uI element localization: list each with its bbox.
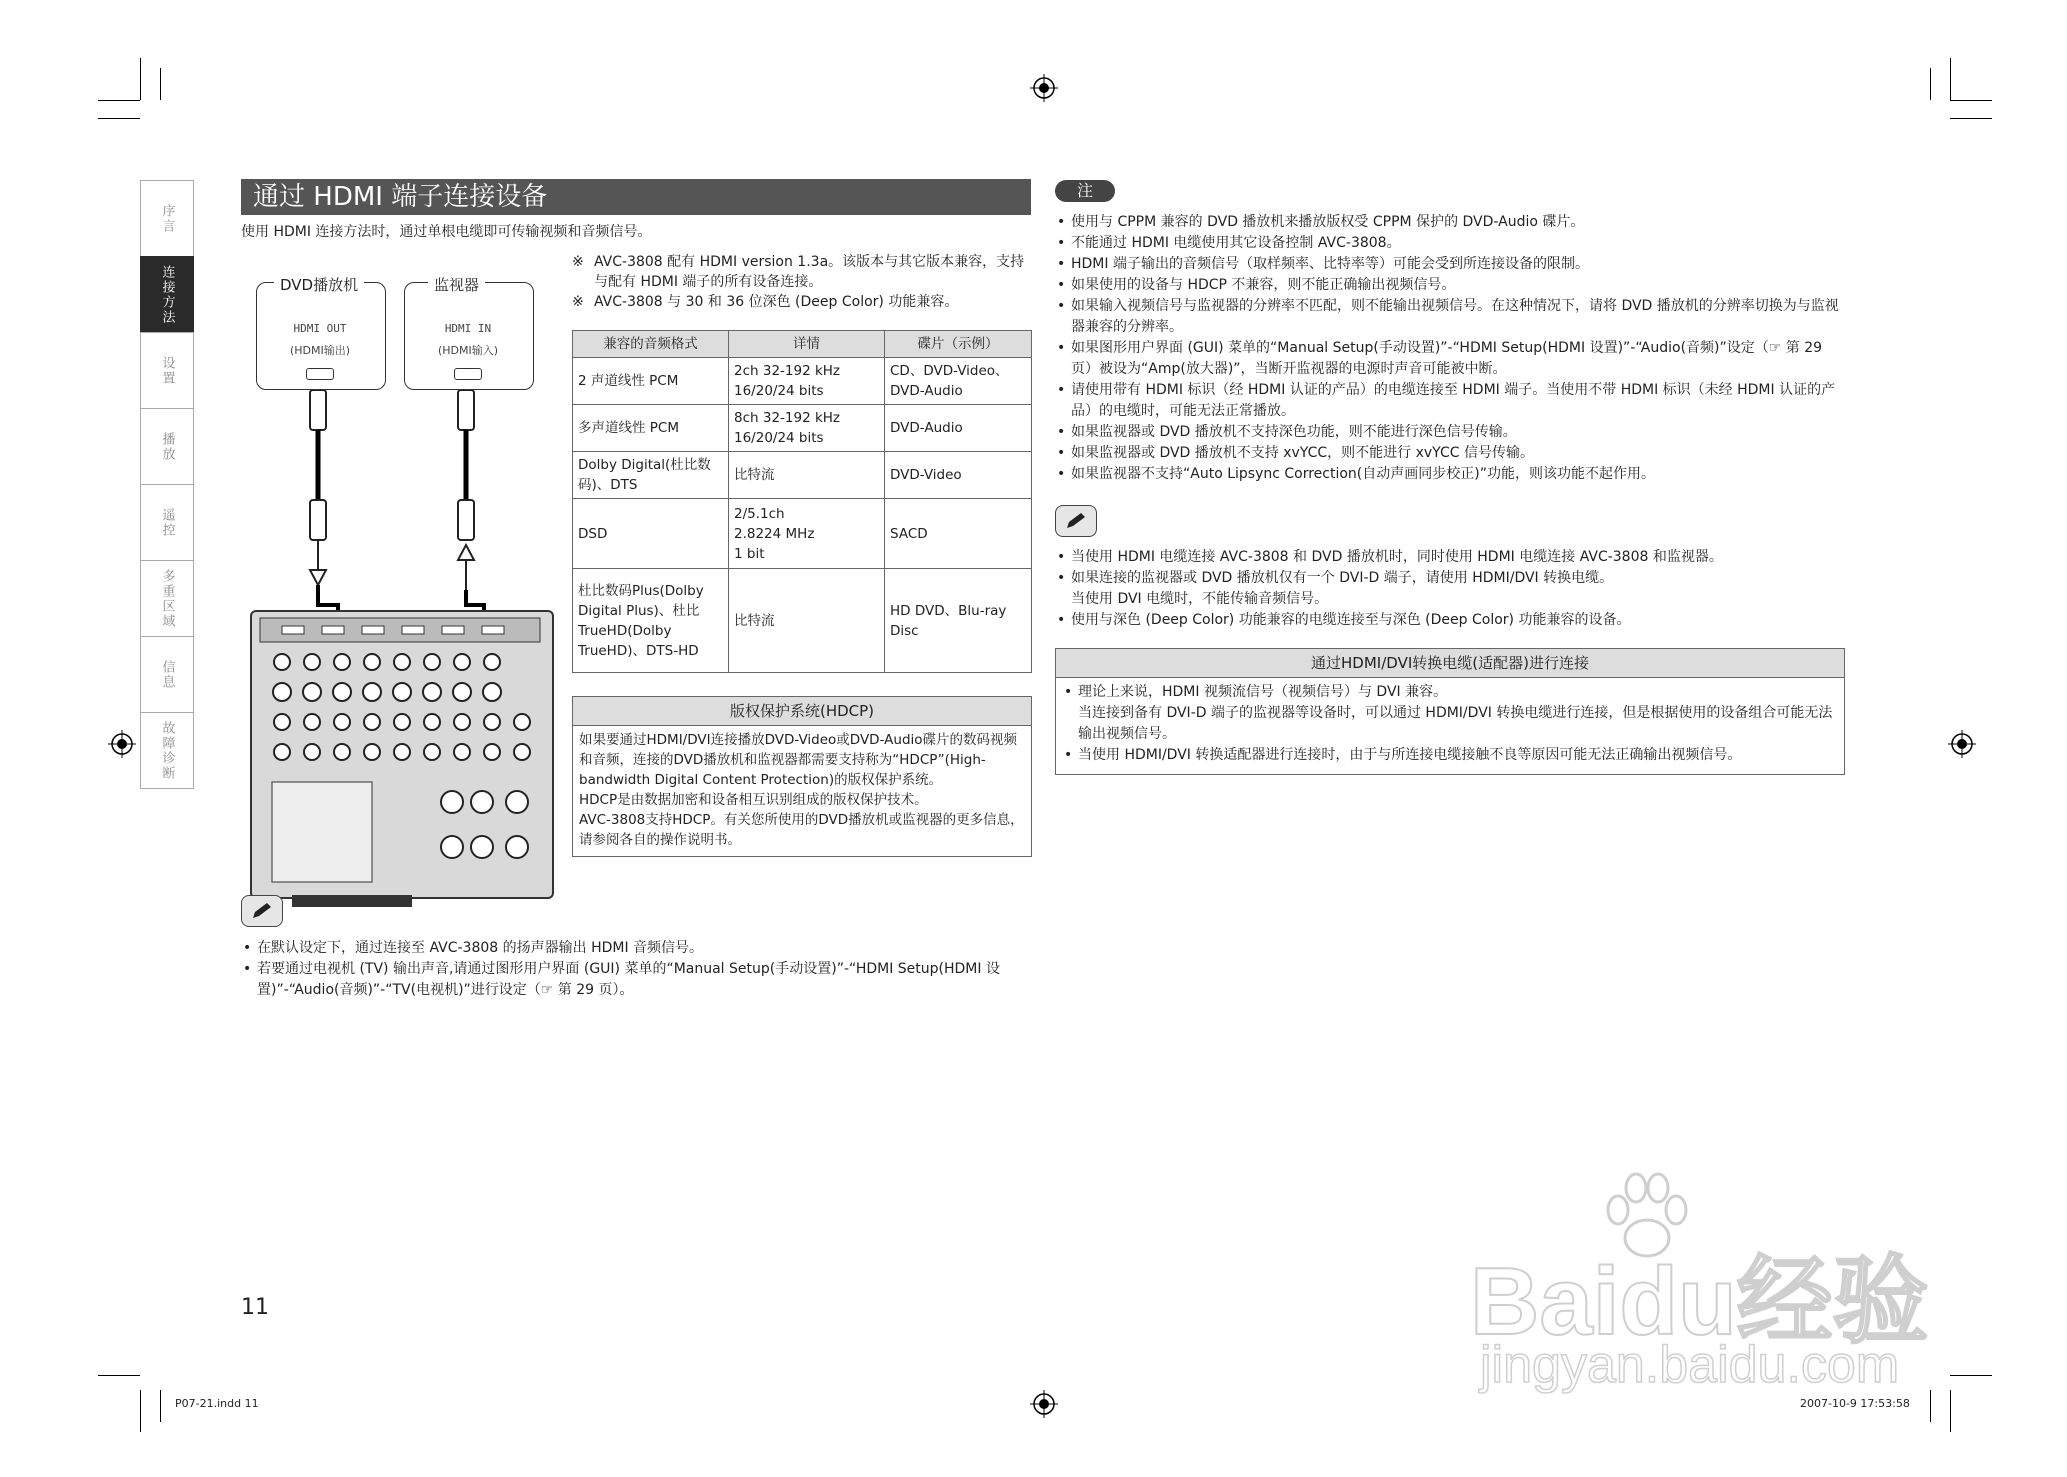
list-item: • 如果监视器或 DVD 播放机不支持 xvYCC，则不能进行 xvYCC 信号传输。: [1055, 443, 1845, 464]
watermark-text: du: [1619, 1248, 1737, 1355]
crop-mark: [1950, 1390, 1951, 1432]
list-item: • 如果监视器不支持“Auto Lipsync Correction(自动声画同步校正)”功能，则该功能不起作用。: [1055, 464, 1845, 485]
crop-mark: [160, 1390, 161, 1422]
receiver-foot: [292, 895, 412, 907]
right-notes: [1055, 212, 1845, 485]
table-cell: 8ch 32-192 kHz 16/20/24 bits: [729, 405, 885, 452]
watermark-url: jingyan.baidu.com: [1480, 1336, 1900, 1394]
hdcp-paragraph: HDCP是由数据加密和设备相互识别组成的版权保护技术。: [579, 792, 928, 808]
note-mark: ※: [572, 294, 584, 310]
dvi-box: [1055, 648, 1845, 775]
registration-mark-icon: [108, 730, 136, 758]
footer-file: P07-21.indd 11: [175, 1397, 259, 1410]
crop-mark: [1930, 1390, 1931, 1422]
watermark-text: Bai: [1470, 1248, 1620, 1355]
table-cell: DSD: [573, 499, 729, 569]
receiver-back-panel: [250, 610, 554, 899]
crop-mark: [1930, 68, 1931, 100]
table-cell: 杜比数码Plus(Dolby Digital Plus)、杜比TrueHD(Dolby TrueHD)、DTS-HD: [573, 569, 729, 673]
crop-mark: [98, 118, 140, 119]
watermark-text: 经验: [1736, 1248, 1929, 1355]
hdcp-box: [572, 696, 1032, 857]
note-label: 注: [1055, 180, 1115, 202]
bottom-left-notes: [241, 938, 1031, 1001]
page-title: 通过 HDMI 端子连接设备: [241, 179, 1031, 215]
table-header: 兼容的音频格式: [573, 331, 729, 358]
intro-text: 使用 HDMI 连接方法时，通过单根电缆即可传输视频和音频信号。: [241, 224, 652, 240]
side-tab-troubleshooting[interactable]: 故障诊断: [140, 712, 194, 789]
table-cell: SACD: [885, 499, 1032, 569]
memo-pen-icon: [241, 895, 283, 927]
memo-pen-icon: [1055, 505, 1097, 537]
dvd-port-sub: (HDMI输出): [289, 344, 351, 357]
hdcp-paragraph: AVC-3808支持HDCP。有关您所使用的DVD播放机或监视器的更多信息，请参阅各自的操作说明书。: [579, 812, 1024, 848]
registration-mark-icon: [1948, 730, 1976, 758]
note-deep-color: AVC-3808 与 30 和 36 位深色 (Deep Color) 功能兼容。: [594, 294, 959, 310]
crop-mark: [98, 100, 140, 101]
dvd-player-label: DVD播放机: [274, 274, 364, 295]
list-item: • 使用与 CPPM 兼容的 DVD 播放机来播放版权受 CPPM 保护的 DVD-Audio 碟片。: [1055, 212, 1845, 233]
list-item: • 不能通过 HDMI 电缆使用其它设备控制 AVC-3808。: [1055, 233, 1845, 254]
list-item: • 当使用 HDMI 电缆连接 AVC-3808 和 DVD 播放机时，同时使用 HDMI 电缆连接 AVC-3808 和监视器。: [1055, 547, 1845, 568]
monitor-port-label: HDMI IN: [444, 322, 492, 335]
right-memo-notes: [1055, 547, 1845, 631]
list-item: • 若要通过电视机 (TV) 输出声音,请通过图形用户界面 (GUI) 菜单的“Manual Setup(手动设置)”-“HDMI Setup(HDMI 设置)”-“Audio(音频)”-“TV(电视机)”进行设定（☞ 第 29 页）。: [241, 959, 1031, 1001]
list-item: • 使用与深色 (Deep Color) 功能兼容的电缆连接至与深色 (Deep Color) 功能兼容的设备。: [1055, 610, 1845, 631]
table-header: 碟片（示例）: [885, 331, 1032, 358]
crop-mark: [140, 58, 141, 100]
list-item: • 如果连接的监视器或 DVD 播放机仅有一个 DVI-D 端子，请使用 HDMI/DVI 转换电缆。 当使用 DVI 电缆时，不能传输音频信号。: [1055, 568, 1845, 610]
footer-date: 2007-10-9 17:53:58: [1800, 1397, 1910, 1410]
list-item: • 如果使用的设备与 HDCP 不兼容，则不能正确输出视频信号。: [1055, 275, 1845, 296]
side-tab-intro[interactable]: 序言: [140, 180, 194, 256]
table-cell: CD、DVD-Video、 DVD-Audio: [885, 358, 1032, 405]
monitor-port-sub: (HDMI输入): [437, 344, 499, 357]
hdmi-port-icon: [306, 368, 334, 380]
crop-mark: [98, 1375, 140, 1376]
receiver-connectors: [252, 612, 548, 892]
hdcp-paragraph: 如果要通过HDMI/DVI连接播放DVD-Video或DVD-Audio碟片的数码视频和音频，连接的DVD播放机和监视器都需要支持称为“HDCP”(High-bandwidth Digital Content Protection)的版权保护系统。: [579, 732, 1018, 788]
crop-mark: [160, 68, 161, 100]
hdmi-port-icon: [454, 368, 482, 380]
table-cell: DVD-Audio: [885, 405, 1032, 452]
crop-mark: [1950, 1375, 1992, 1376]
table-cell: 多声道线性 PCM: [573, 405, 729, 452]
table-cell: 2/5.1ch 2.8224 MHz 1 bit: [729, 499, 885, 569]
table-cell: 比特流: [729, 569, 885, 673]
side-tab-playback[interactable]: 播放: [140, 408, 194, 484]
audio-format-table: [572, 330, 1032, 673]
crop-mark: [1950, 58, 1951, 100]
connection-diagram: [252, 270, 552, 895]
list-item: • 如果图形用户界面 (GUI) 菜单的“Manual Setup(手动设置)”-“HDMI Setup(HDMI 设置)”-“Audio(音频)”设定（☞ 第 29 页）被设为“Amp(放大器)”，当断开监视器的电源时声音可能被中断。: [1055, 338, 1845, 380]
list-item: • 如果监视器或 DVD 播放机不支持深色功能，则不能进行深色信号传输。: [1055, 422, 1845, 443]
compat-notes: [572, 252, 1032, 312]
table-cell: 2ch 32-192 kHz 16/20/24 bits: [729, 358, 885, 405]
side-tab-connections[interactable]: 连接方法: [140, 256, 194, 332]
crop-mark: [140, 1390, 141, 1432]
table-cell: Dolby Digital(杜比数码)、DTS: [573, 452, 729, 499]
side-tab-remote[interactable]: 遥控: [140, 484, 194, 560]
monitor-label: 监视器: [428, 274, 485, 295]
page-number: 11: [241, 1295, 269, 1320]
paw-watermark-icon: [1598, 1170, 1688, 1260]
list-item: • 在默认设定下，通过连接至 AVC-3808 的扬声器输出 HDMI 音频信号。: [241, 938, 1031, 959]
list-item: • 理论上来说，HDMI 视频流信号（视频信号）与 DVI 兼容。 当连接到备有 DVI-D 端子的监视器等设备时，可以通过 HDMI/DVI 转换电缆进行连接，但是根据使用的设备组合可能无法输出视频信号。: [1062, 682, 1838, 745]
side-tab-nav: [140, 180, 194, 789]
registration-mark-icon: [1030, 1390, 1058, 1418]
side-tab-multizone[interactable]: 多重区域: [140, 560, 194, 636]
crop-mark: [1950, 100, 1992, 101]
list-item: • 如果输入视频信号与监视器的分辨率不匹配，则不能输出视频信号。在这种情况下，请将 DVD 播放机的分辨率切换为与监视器兼容的分辨率。: [1055, 296, 1845, 338]
note-mark: ※: [572, 254, 584, 270]
side-tab-setup[interactable]: 设置: [140, 332, 194, 408]
table-cell: 2 声道线性 PCM: [573, 358, 729, 405]
table-cell: 比特流: [729, 452, 885, 499]
dvd-port-label: HDMI OUT: [293, 322, 347, 335]
list-item: • 请使用带有 HDMI 标识（经 HDMI 认证的产品）的电缆连接至 HDMI 端子。当使用不带 HDMI 标识（未经 HDMI 认证的产品）的电缆时，可能无法正常播放。: [1055, 380, 1845, 422]
registration-mark-icon: [1030, 74, 1058, 102]
list-item: • HDMI 端子输出的音频信号（取样频率、比特率等）可能会受到所连接设备的限制。: [1055, 254, 1845, 275]
dvi-title: 通过HDMI/DVI转换电缆(适配器)进行连接: [1055, 648, 1845, 678]
list-item: • 当使用 HDMI/DVI 转换适配器进行连接时，由于与所连接电缆接触不良等原因可能无法正确输出视频信号。: [1062, 745, 1838, 766]
table-cell: DVD-Video: [885, 452, 1032, 499]
table-cell: HD DVD、Blu-ray Disc: [885, 569, 1032, 673]
hdcp-title: 版权保护系统(HDCP): [572, 696, 1032, 726]
note-hdmi-version: AVC-3808 配有 HDMI version 1.3a。该版本与其它版本兼容，支持与配有 HDMI 端子的所有设备连接。: [594, 254, 1025, 290]
table-header: 详情: [729, 331, 885, 358]
crop-mark: [1950, 118, 1992, 119]
side-tab-info[interactable]: 信息: [140, 636, 194, 712]
